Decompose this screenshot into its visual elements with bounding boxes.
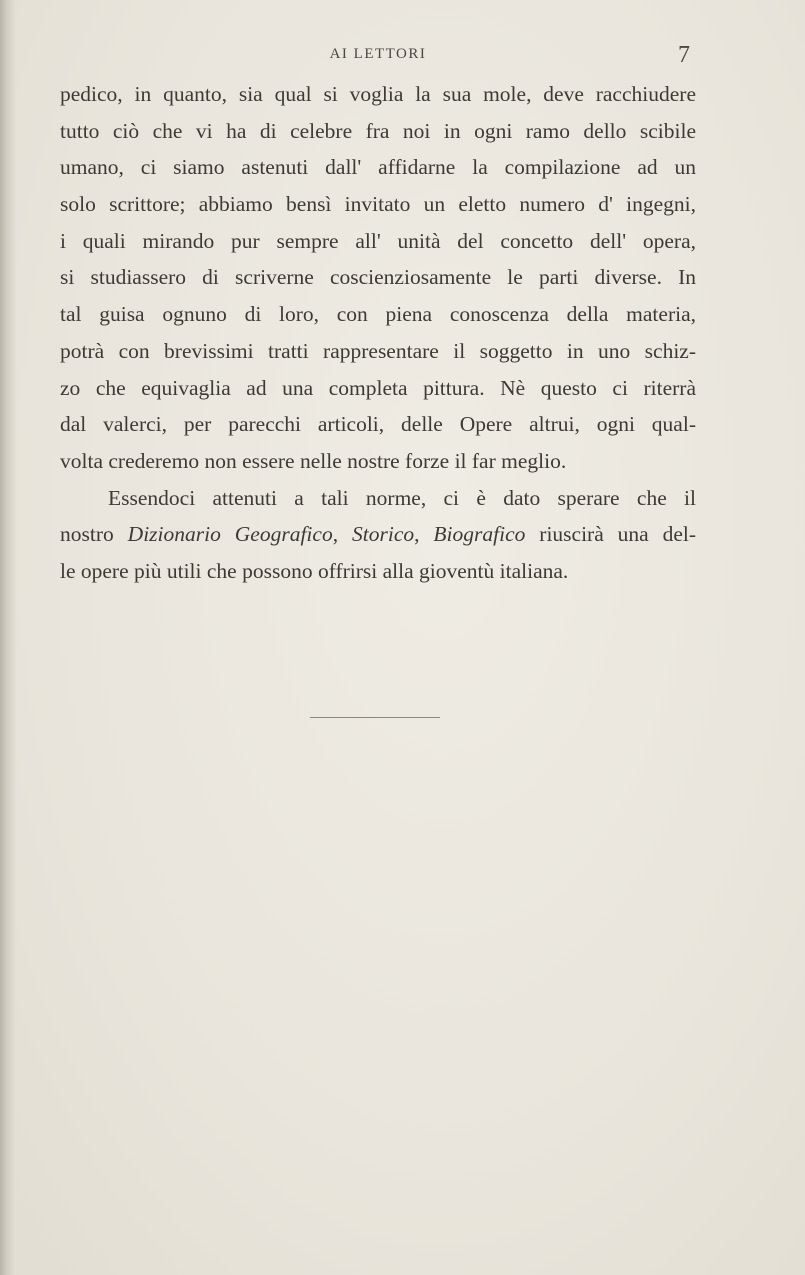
- text-line: zo che equivaglia ad una completa pittura. Nè questo ci riterrà: [60, 375, 696, 400]
- page-header: [60, 42, 696, 72]
- text-line-with-titles: [60, 516, 696, 553]
- book-title-biografico: Biografico: [433, 522, 526, 547]
- text-line: dal valerci, per parecchi articoli, delle Opere altrui, ogni qual-: [60, 412, 696, 437]
- text-line: le opere più utili che possono offrirsi alla gioventù italiana.: [60, 558, 569, 583]
- text-line: umano, ci siamo astenuti dall' affidarne la compilazione ad un: [60, 155, 696, 180]
- text-line: solo scrittore; abbiamo bensì invitato un eletto numero d' ingegni,: [60, 192, 696, 217]
- text-line: volta crederemo non essere nelle nostre forze il far meglio.: [60, 448, 567, 473]
- page-gutter-shadow: [0, 0, 16, 1275]
- text-line: tutto ciò che vi ha di celebre fra noi in ogni ramo dello scibile: [60, 118, 696, 143]
- text-fragment: riuscirà una del-: [525, 522, 697, 547]
- body-text: [60, 76, 696, 590]
- book-title-storico: Storico: [352, 522, 415, 547]
- text-line: pedico, in quanto, sia qual si voglia la sua mole, deve racchiudere: [60, 82, 696, 106]
- running-head: AI LETTORI: [329, 46, 427, 62]
- text-line: tal guisa ognuno di loro, con piena conoscenza della materia,: [60, 302, 696, 327]
- book-title-geografico: Dizionario Geografico: [127, 522, 333, 547]
- section-divider-rule: [310, 717, 440, 718]
- page-number: 7: [678, 42, 690, 68]
- text-line: si studiassero di scriverne coscienziosamente le parti diverse. In: [60, 265, 696, 290]
- text-line: potrà con brevissimi tratti rappresentare il soggetto in uno schiz-: [60, 338, 696, 363]
- text-fragment: nostro: [60, 522, 128, 547]
- text-fragment: ,: [332, 522, 352, 547]
- text-line: i quali mirando pur sempre all' unità del concetto dell' opera,: [60, 228, 696, 253]
- text-fragment: ,: [414, 522, 434, 547]
- text-line: Essendoci attenuti a tali norme, ci è dato sperare che il: [108, 485, 696, 510]
